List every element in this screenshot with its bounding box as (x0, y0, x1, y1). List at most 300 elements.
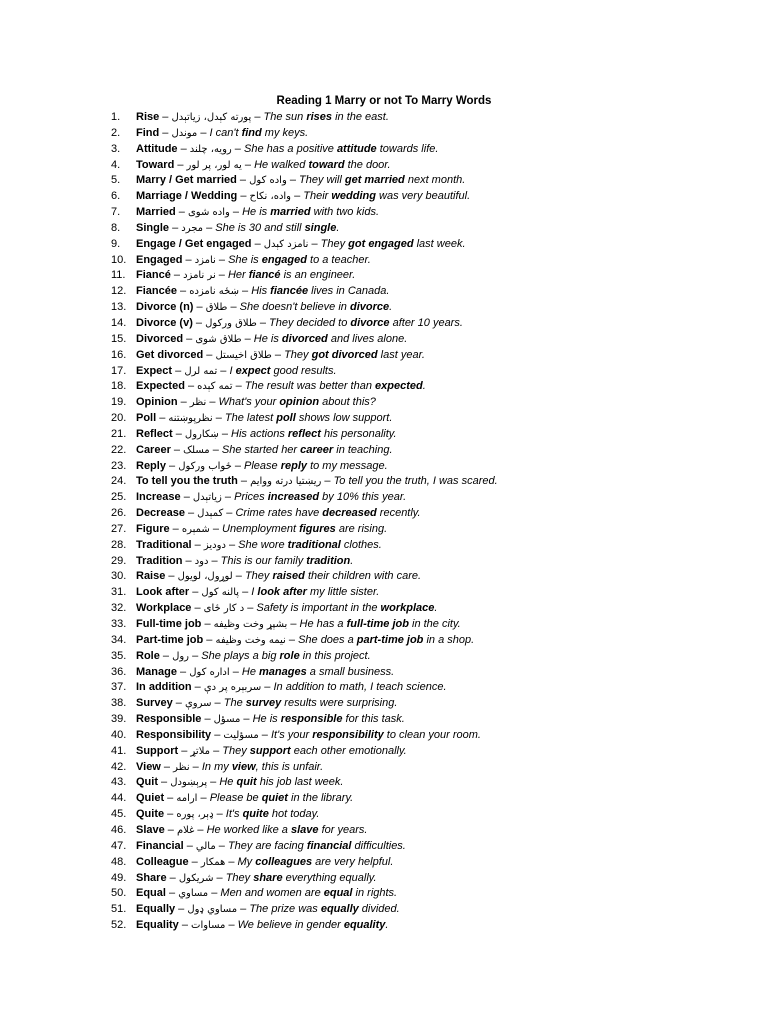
item-entry: Divorced – طلاق شوی – He is divorced and lives alone. (136, 332, 408, 345)
list-item (0, 332, 768, 348)
item-example: Please be quiet in the library. (209, 792, 354, 805)
example-keyword: got engaged (348, 237, 414, 250)
example-keyword: got divorced (311, 348, 378, 361)
item-number: 30. (111, 570, 127, 583)
item-pashto: واده شوی (187, 207, 230, 219)
item-number: 43. (111, 776, 127, 789)
item-example: Unemployment figures are rising. (222, 522, 388, 535)
item-example: In my view, this is unfair. (201, 760, 324, 773)
item-entry: Quiet – ارامه – Please be quiet in the library. (136, 792, 354, 805)
item-pashto: مساوي ډول (187, 904, 238, 916)
item-number: 38. (111, 697, 127, 710)
item-entry: Raise – لوړول، لویول – They raised their children with care. (136, 570, 422, 583)
item-number: 7. (111, 206, 121, 219)
item-example: The sun rises in the east. (263, 111, 389, 123)
example-keyword: divorce (349, 301, 390, 314)
example-keyword: quite (242, 808, 269, 821)
item-entry: Reply – ځواب ورکول – Please reply to my message. (136, 459, 388, 472)
item-example: They will get married next month. (299, 174, 466, 187)
item-example: They are facing financial difficulties. (227, 839, 406, 852)
item-entry: Single – مجرد – She is 30 and still single. (136, 221, 340, 234)
item-number: 9. (111, 237, 121, 250)
item-entry: Fiancé – نر نامزد – Her fiancé is an engineer. (136, 269, 356, 282)
item-pashto: مسؤلیت (223, 729, 259, 741)
item-example: He is divorced and lives alone. (253, 332, 408, 345)
item-term: Role (136, 649, 160, 662)
item-example: This is our family tradition. (220, 554, 354, 567)
item-pashto: ارامه (176, 793, 198, 805)
list-item (0, 823, 768, 839)
item-example: To tell you the truth, I was scared. (333, 475, 498, 488)
item-entry: Responsible – مسؤل – He is responsible for this task. (136, 713, 405, 726)
example-keyword: get married (344, 174, 405, 187)
item-term: Single (136, 221, 170, 234)
item-example: They decided to divorce after 10 years. (269, 316, 463, 329)
item-number: 45. (111, 808, 127, 821)
item-number: 1. (111, 111, 121, 123)
example-keyword: find (241, 126, 262, 139)
list-item (0, 395, 768, 411)
example-keyword: single (304, 221, 337, 234)
item-term: View (136, 760, 161, 773)
item-example: He walked toward the door. (254, 158, 391, 171)
item-term: Quite (136, 808, 165, 821)
list-item (0, 411, 768, 427)
item-entry: Support – ملاتړ – They support each other emotionally. (136, 744, 407, 757)
item-pashto: طلاق ورکول (205, 317, 257, 329)
item-example: They share everything equally. (225, 871, 377, 884)
item-term: Divorced (136, 332, 184, 345)
list-item (0, 680, 768, 696)
item-entry: Colleague – همکار – My colleagues are very helpful. (136, 855, 394, 868)
item-term: Divorce (n) (136, 301, 194, 314)
item-entry: Expected – تمه کېده – The result was better than expected. (136, 380, 426, 393)
list-item (0, 253, 768, 269)
item-term: Reply (136, 459, 166, 472)
item-example: What's your opinion about this? (218, 396, 376, 409)
item-number: 49. (111, 871, 127, 884)
item-example: I can't find my keys. (209, 126, 309, 139)
example-keyword: role (279, 649, 300, 662)
item-example: The prize was equally divided. (249, 903, 400, 916)
list-item (0, 569, 768, 585)
item-entry: Decrease – کمېدل – Crime rates have decreased recently. (136, 507, 421, 520)
item-pashto: سروې (184, 698, 212, 710)
item-pashto: همکار (200, 856, 226, 868)
item-term: Slave (136, 823, 165, 836)
item-number: 44. (111, 792, 127, 805)
item-entry: Engaged – نامزد – She is engaged to a teacher. (136, 253, 371, 266)
item-entry: Marriage / Wedding – واده، نکاح – Their wedding was very beautiful. (136, 190, 471, 203)
item-term: Equal (136, 887, 166, 900)
item-pashto: طلاق شوی (195, 333, 242, 345)
example-keyword: increased (267, 491, 320, 504)
item-example: Crime rates have decreased recently. (235, 507, 421, 520)
list-item (0, 379, 768, 395)
item-example: They support each other emotionally. (222, 744, 407, 757)
item-term: Poll (136, 412, 157, 425)
item-term: Quiet (136, 792, 165, 805)
example-keyword: divorce (350, 316, 390, 329)
item-number: 2. (111, 126, 121, 139)
list-item (0, 158, 768, 174)
example-keyword: share (253, 871, 283, 884)
item-term: Financial (136, 839, 184, 852)
item-example: They got divorced last year. (284, 348, 425, 361)
list-item (0, 284, 768, 300)
list-item (0, 839, 768, 855)
item-number: 35. (111, 649, 127, 662)
item-number: 27. (111, 522, 127, 535)
item-pashto: پورته کېدل، زیاتېدل (171, 112, 252, 123)
example-keyword: traditional (287, 538, 341, 551)
item-pashto: ښکارول (184, 428, 219, 440)
item-pashto: مساوات (191, 920, 226, 932)
list-item (0, 585, 768, 601)
item-entry: Equal – مساوي – Men and women are equal in rights. (136, 887, 398, 900)
item-entry: Toward – یه لور، پر لور – He walked toward the door. (136, 158, 391, 171)
item-entry: Reflect – ښکارول – His actions reflect his personality. (136, 427, 397, 440)
item-pashto: مساوي (178, 888, 209, 900)
item-entry: Financial – مالي – They are facing financial difficulties. (136, 839, 406, 852)
item-term: Equality (136, 919, 179, 932)
item-number: 36. (111, 665, 127, 678)
item-pashto: نیمه وخت وظیفه (215, 634, 286, 646)
item-example: She started her career in teaching. (221, 443, 393, 456)
item-term: Marry / Get married (136, 174, 237, 187)
item-pashto: د کار ځای (203, 603, 245, 615)
item-number: 37. (111, 681, 127, 694)
item-example: She is engaged to a teacher. (228, 253, 371, 266)
item-entry: Divorce (n) – طلاق – She doesn't believe in divorce. (136, 301, 393, 314)
example-keyword: rises (306, 111, 333, 123)
example-keyword: quiet (261, 792, 288, 805)
example-keyword: opinion (279, 396, 320, 409)
list-item (0, 554, 768, 570)
example-keyword: figures (299, 522, 336, 535)
item-entry: In addition – سربېره پر دې – In addition to math, I teach science. (136, 681, 447, 694)
example-keyword: equality (343, 919, 386, 932)
item-example: Men and women are equal in rights. (220, 887, 398, 900)
item-entry: View – نظر – In my view, this is unfair. (136, 760, 324, 773)
list-item (0, 364, 768, 380)
item-term: Manage (136, 665, 177, 678)
item-example: The result was better than expected. (244, 380, 426, 393)
example-keyword: equally (320, 903, 359, 916)
item-entry: Part-time job – نیمه وخت وظیفه – She does a part-time job in a shop. (136, 633, 475, 646)
item-number: 46. (111, 823, 127, 836)
example-keyword: poll (276, 412, 296, 425)
list-item (0, 886, 768, 902)
item-number: 24. (111, 475, 127, 488)
item-entry: Survey – سروې – The survey results were surprising. (136, 697, 398, 710)
list-item (0, 316, 768, 332)
item-number: 25. (111, 491, 127, 504)
item-number: 17. (111, 364, 127, 377)
item-term: Equally (136, 903, 176, 916)
item-number: 31. (111, 586, 127, 599)
item-pashto: مجرد (181, 222, 204, 234)
example-keyword: survey (245, 697, 282, 710)
item-number: 48. (111, 855, 127, 868)
list-item (0, 855, 768, 871)
item-entry: Look after – پالنه کول – I look after my little sister. (136, 586, 380, 599)
item-term: In addition (136, 681, 192, 694)
item-pashto: لوړول، لویول (177, 571, 233, 583)
item-pashto: دودیز (203, 539, 226, 551)
item-number: 51. (111, 903, 127, 916)
item-pashto: نر نامزد (183, 270, 216, 282)
item-term: Raise (136, 570, 166, 583)
item-pashto: واده، نکاح (249, 191, 292, 203)
item-term: Responsible (136, 713, 202, 726)
item-term: Part-time job (136, 633, 204, 646)
item-entry: Get divorced – طلاق اخیستل – They got divorced last year. (136, 348, 425, 361)
item-example: They got engaged last week. (320, 237, 466, 250)
word-list (0, 110, 768, 934)
example-keyword: divorced (281, 332, 328, 345)
list-item (0, 728, 768, 744)
list-item (0, 617, 768, 633)
item-example: I look after my little sister. (251, 586, 380, 599)
item-example: He is responsible for this task. (252, 713, 405, 726)
list-item (0, 173, 768, 189)
item-term: Colleague (136, 855, 189, 868)
item-example: He is married with two kids. (242, 206, 380, 219)
item-pashto: طلاق اخیستل (215, 349, 272, 361)
example-keyword: responsibility (312, 728, 384, 741)
item-example: They raised their children with care. (244, 570, 422, 583)
list-item (0, 522, 768, 538)
item-entry: Divorce (v) – طلاق ورکول – They decided to divorce after 10 years. (136, 316, 463, 329)
example-keyword: wedding (331, 190, 376, 203)
item-example: It's quite hot today. (225, 808, 320, 821)
example-keyword: responsible (280, 713, 343, 726)
item-number: 39. (111, 713, 127, 726)
item-pashto: یه لور، پر لور (186, 159, 242, 171)
item-pashto: تمه لرل (184, 365, 218, 377)
example-keyword: tradition (306, 554, 351, 567)
item-example: Please reply to my message. (244, 459, 388, 472)
item-number: 5. (111, 174, 121, 187)
item-pashto: ملاتړ (190, 745, 211, 757)
item-example: He worked like a slave for years. (206, 823, 368, 836)
item-term: Opinion (136, 396, 178, 409)
item-number: 20. (111, 412, 127, 425)
list-item (0, 712, 768, 728)
item-entry: Expect – تمه لرل – I expect good results. (136, 364, 337, 377)
item-number: 12. (111, 285, 127, 298)
item-example: The survey results were surprising. (223, 697, 398, 710)
item-entry: To tell you the truth – ریښتیا درته ووایم – To tell you the truth, I was scared. (136, 475, 498, 488)
item-number: 52. (111, 919, 127, 932)
item-entry: Quit – پرېښودل – He quit his job last week. (136, 776, 344, 789)
example-keyword: fiancée (270, 285, 309, 298)
example-keyword: financial (306, 839, 352, 852)
item-term: Rise (136, 111, 160, 123)
item-term: Engaged (136, 253, 183, 266)
item-term: Find (136, 126, 160, 139)
item-example: She plays a big role in this project. (201, 649, 371, 662)
list-item (0, 601, 768, 617)
example-keyword: colleagues (255, 855, 313, 868)
item-pashto: شمېره (181, 523, 210, 535)
item-term: Responsibility (136, 728, 212, 741)
list-item (0, 142, 768, 158)
item-number: 19. (111, 396, 127, 409)
item-term: Survey (136, 697, 173, 710)
item-entry: Slave – غلام – He worked like a slave for years. (136, 823, 368, 836)
item-entry: Engage / Get engaged – نامزد کېدل – They got engaged last week. (136, 237, 466, 250)
item-example: Her fiancé is an engineer. (227, 269, 356, 282)
item-number: 16. (111, 348, 127, 361)
item-example: His fiancée lives in Canada. (251, 285, 390, 298)
item-example: Safety is important in the workplace. (256, 602, 438, 615)
example-keyword: married (270, 206, 311, 219)
item-term: Married (136, 206, 176, 219)
item-pashto: پرېښودل (170, 777, 208, 789)
item-pashto: رویه، چلند (189, 143, 232, 155)
example-keyword: workplace (380, 602, 435, 615)
item-number: 3. (111, 142, 121, 155)
item-example: My colleagues are very helpful. (237, 855, 394, 868)
item-example: He manages a small business. (241, 665, 395, 678)
list-item (0, 300, 768, 316)
item-pashto: بشپړ وخت وظیفه (213, 619, 288, 630)
list-item (0, 126, 768, 142)
item-pashto: ډېر، پوره (176, 809, 214, 821)
item-number: 11. (111, 269, 126, 282)
item-pashto: پالنه کول (201, 587, 240, 599)
item-entry: Manage – اداره کول – He manages a small business. (136, 665, 395, 678)
item-pashto: رول (172, 650, 190, 662)
item-term: Figure (136, 522, 170, 535)
item-term: Traditional (136, 538, 192, 551)
list-item (0, 902, 768, 918)
item-example: We believe in gender equality. (237, 919, 389, 932)
item-example: She has a positive attitude towards life. (243, 142, 439, 155)
item-entry: Attitude – رویه، چلند – She has a positive attitude towards life. (136, 142, 439, 155)
item-pashto: نظر (173, 761, 190, 773)
item-entry: Figure – شمېره – Unemployment figures are rising. (136, 522, 388, 535)
item-entry: Tradition – دود – This is our family tradition. (136, 554, 354, 567)
item-term: Decrease (136, 507, 185, 520)
item-term: Fiancé (136, 269, 171, 282)
item-entry: Find – موندل – I can't find my keys. (136, 126, 309, 139)
example-keyword: engaged (261, 253, 307, 266)
item-pashto: موندل (171, 127, 198, 139)
item-entry: Opinion – نظر – What's your opinion about this? (136, 396, 376, 409)
item-term: Fiancée (136, 285, 177, 298)
example-keyword: full-time job (346, 618, 409, 630)
item-number: 21. (111, 427, 127, 440)
example-keyword: expected (375, 380, 423, 393)
item-number: 42. (111, 760, 127, 773)
item-number: 13. (111, 301, 127, 314)
item-example: Their wedding was very beautiful. (303, 190, 471, 203)
list-item (0, 696, 768, 712)
item-pashto: کمېدل (197, 508, 224, 520)
list-item (0, 649, 768, 665)
item-pashto: نظر (189, 397, 207, 409)
item-entry: Career – مسلک – She started her career in teaching. (136, 443, 393, 456)
item-example: I expect good results. (229, 364, 337, 377)
item-entry: Traditional – دودیز – She wore traditional clothes. (136, 538, 382, 551)
item-number: 26. (111, 507, 127, 520)
example-keyword: expect (235, 364, 271, 377)
item-number: 40. (111, 728, 127, 741)
list-item (0, 760, 768, 776)
example-keyword: look after (257, 586, 307, 599)
item-term: Marriage / Wedding (136, 190, 238, 203)
item-pashto: تمه کېده (197, 381, 233, 393)
item-example: She is 30 and still single. (215, 221, 340, 234)
item-term: Expected (136, 380, 185, 393)
example-keyword: career (300, 443, 334, 456)
item-pashto: واده کول (249, 175, 287, 187)
item-term: Look after (136, 586, 190, 599)
item-term: Attitude (136, 142, 178, 155)
list-item (0, 918, 768, 934)
item-number: 33. (111, 618, 127, 630)
item-term: Workplace (136, 602, 192, 615)
list-item (0, 459, 768, 475)
item-number: 23. (111, 459, 127, 472)
list-item (0, 506, 768, 522)
item-entry: Share – شریکول – They share everything equally. (136, 871, 377, 884)
item-number: 32. (111, 602, 127, 615)
item-entry: Married – واده شوی – He is married with two kids. (136, 206, 380, 219)
item-term: Toward (136, 158, 175, 171)
item-pashto: مالي (195, 840, 216, 852)
item-number: 29. (111, 554, 127, 567)
item-pashto: نامزد (194, 254, 216, 266)
example-keyword: fiancé (248, 269, 281, 282)
item-number: 8. (111, 221, 121, 234)
list-item (0, 665, 768, 681)
list-item (0, 538, 768, 554)
list-item (0, 237, 768, 253)
item-number: 14. (111, 316, 127, 329)
item-entry: Marry / Get married – واده کول – They will get married next month. (136, 174, 466, 187)
example-keyword: quit (236, 776, 257, 789)
item-pashto: زیاتېدل (192, 492, 222, 504)
item-pashto: مسؤل (213, 714, 241, 726)
example-keyword: reflect (287, 427, 321, 440)
item-entry: Rise – پورته کېدل، زیاتېدل – The sun rises in the east. (136, 111, 389, 123)
item-pashto: غلام (176, 824, 195, 836)
item-number: 41. (111, 744, 127, 757)
example-keyword: attitude (336, 142, 377, 155)
item-example: She wore traditional clothes. (238, 538, 382, 551)
item-example: She doesn't believe in divorce. (239, 301, 393, 314)
item-pashto: اداره کول (189, 666, 230, 678)
item-term: Full-time job (136, 618, 202, 630)
item-number: 34. (111, 633, 127, 646)
item-term: Expect (136, 364, 173, 377)
item-term: Engage / Get engaged (136, 237, 252, 250)
example-keyword: slave (290, 823, 319, 836)
list-item (0, 110, 768, 126)
list-item (0, 189, 768, 205)
item-number: 28. (111, 538, 127, 551)
item-term: Career (136, 443, 171, 456)
item-entry: Fiancée – ښځه نامزده – His fiancée lives in Canada. (136, 285, 390, 298)
example-keyword: decreased (322, 507, 377, 520)
list-item (0, 775, 768, 791)
example-keyword: toward (308, 158, 345, 171)
item-number: 15. (111, 332, 127, 345)
